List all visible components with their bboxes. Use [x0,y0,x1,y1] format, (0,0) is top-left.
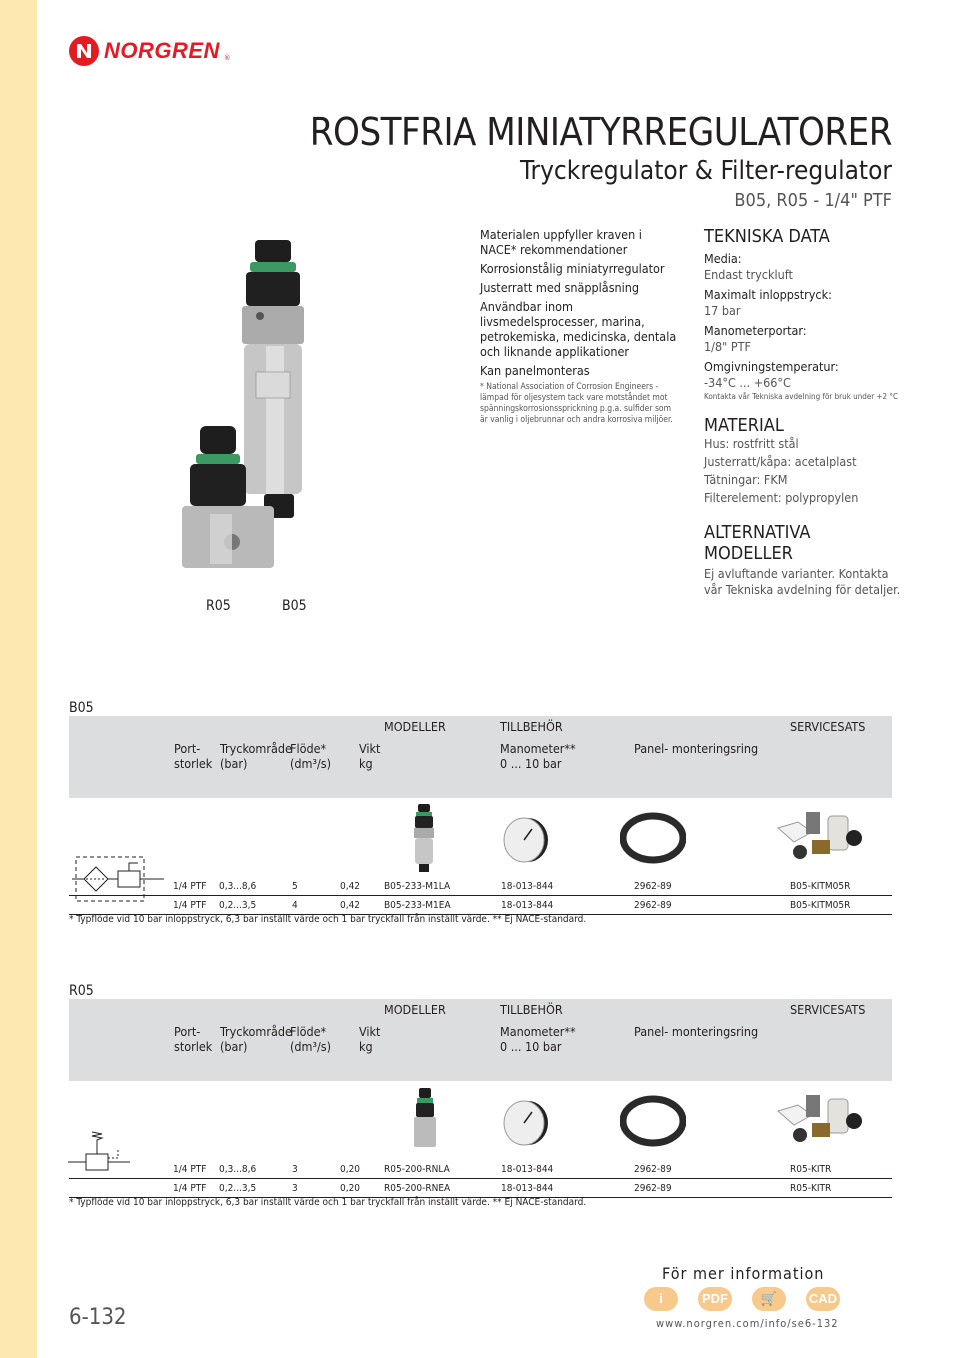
cell-weight: 0,20 [340,1183,361,1194]
pressure-gauge-image [502,815,550,865]
col-range-2: (bar) [220,756,248,771]
cell-flow: 5 [292,881,298,892]
col-flow: Flöde* [290,1024,327,1039]
col-servicesats: SERVICESATS [790,719,866,734]
cell-gauge: 18-013-844 [501,1183,554,1194]
cell-range: 0,3...8,6 [219,1164,257,1175]
table-row [69,1179,892,1198]
table-header-r05 [69,999,892,1081]
technical-data [704,226,904,598]
cell-range: 0,3...8,6 [219,881,257,892]
feature-item: Korrosionstålig miniatyrregulator [480,261,665,276]
media-label: Media: [704,251,742,266]
cell-gauge: 18-013-844 [501,900,554,911]
alternatives-heading: ALTERNATIVA [704,522,811,543]
photo-label-b05: B05 [282,598,307,614]
gauge-port-value: 1/8" PTF [704,339,751,354]
col-panel-ring: Panel- monteringsring [634,1024,759,1039]
brand-registered: ® [223,54,231,62]
col-gauge-2: 0 ... 10 bar [500,1039,562,1054]
pdf-button[interactable]: PDF [698,1287,732,1311]
feature-list [480,227,680,426]
cell-port: 1/4 PTF [173,900,207,911]
material-item: Filterelement: polypropylen [704,490,859,505]
col-port-2: storlek [174,1039,213,1054]
table-footnote-b05: * Typflöde vid 10 bar inloppstryck, 6,3 bar inställt värde och 1 bar tryckfall från inställt värde. ** Ej NACE-standard. [69,914,587,925]
cell-gauge: 18-013-844 [501,1164,554,1175]
alternatives-text: Ej avluftande varianter. Kontakta vår Tekniska avdelning för detaljer. [704,566,901,597]
col-port: Port- [174,741,201,756]
cell-port: 1/4 PTF [173,881,207,892]
panel-ring-image [620,812,686,864]
r05-product-image [412,1088,438,1150]
page-title: ROSTFRIA MINIATYRREGULATORER [309,110,892,154]
service-kit-image [776,808,866,868]
tech-heading: TEKNISKA DATA [704,226,830,247]
col-panel-ring: Panel- monteringsring [634,741,759,756]
table-title-r05: R05 [69,983,94,999]
temperature-value: -34°C ... +66°C [704,375,791,390]
cell-kit: R05-KITR [790,1183,832,1194]
media-value: Endast tryckluft [704,267,793,282]
brand-name: NORGREN [104,38,220,63]
table-footnote-r05: * Typflöde vid 10 bar inloppstryck, 6,3 bar inställt värde och 1 bar tryckfall från inställt värde. ** Ej NACE-standard. [69,1197,587,1208]
cell-kit: R05-KITR [790,1164,832,1175]
pressure-value: 17 bar [704,303,741,318]
cell-kit: B05-KITM05R [790,881,851,892]
material-heading: MATERIAL [704,415,784,436]
alternatives-heading-2: MODELLER [704,543,793,564]
col-port: Port- [174,1024,201,1039]
feature-item: Justerratt med snäpplåsning [480,280,640,295]
table-row [69,877,892,896]
col-weight-2: kg [359,1039,373,1054]
cell-ring: 2962-89 [634,1183,672,1194]
table-row [69,896,892,915]
col-modeller: MODELLER [384,719,446,734]
temperature-note: Kontakta vår Tekniska avdelning för bruk under +2 °C [704,392,899,401]
col-servicesats: SERVICESATS [790,1002,866,1017]
photo-label-r05: R05 [206,598,231,614]
col-range: Tryckområde [220,1024,292,1039]
cell-ring: 2962-89 [634,1164,672,1175]
cell-weight: 0,42 [340,881,361,892]
info-button[interactable]: i [644,1287,678,1311]
material-item: Hus: rostfritt stål [704,436,799,451]
col-tillbehor: TILLBEHÖR [500,719,563,734]
norgren-emblem-icon [68,35,100,67]
norgren-logo [68,34,230,68]
feature-item: Användbar inom livsmedelsprocesser, marina, petrokemiska, medicinska, dentala och liknande applikationer [480,299,677,359]
cell-weight: 0,42 [340,900,361,911]
more-info-title: För mer information [662,1264,825,1283]
col-range: Tryckområde [220,741,292,756]
pressure-gauge-image [502,1098,550,1148]
page-subtitle: Tryckregulator & Filter-regulator [520,156,892,186]
cell-ring: 2962-89 [634,881,672,892]
cell-gauge: 18-013-844 [501,881,554,892]
cell-range: 0,2...3,5 [219,1183,257,1194]
gauge-port-label: Manometerportar: [704,323,807,338]
cell-weight: 0,20 [340,1164,361,1175]
col-gauge: Manometer** [500,1024,576,1039]
material-item: Justerratt/kåpa: acetalplast [704,454,857,469]
col-gauge: Manometer** [500,741,576,756]
col-tillbehor: TILLBEHÖR [500,1002,563,1017]
cell-model: R05-200-RNLA [384,1164,450,1175]
product-photo [170,230,360,590]
col-flow: Flöde* [290,741,327,756]
col-weight: Vikt [359,741,381,756]
cell-port: 1/4 PTF [173,1164,207,1175]
col-flow-2: (dm³/s) [290,756,332,771]
cell-model: B05-233-M1EA [384,900,451,911]
feature-footnote: * National Association of Corrosion Engineers - lämpad för oljesystem tack vare motståndet mot spänningskorrosionssprickning p.g.a. sulfider som är vanlig i oljebrunnar och andra korrosiva miljöer. [480,382,673,425]
feature-item: Kan panelmonteras [480,363,590,378]
col-port-2: storlek [174,756,213,771]
panel-ring-image [620,1095,686,1147]
cad-button[interactable]: CAD [806,1287,840,1311]
table-row [69,1160,892,1179]
cell-flow: 4 [292,900,298,911]
cart-button[interactable]: 🛒 [752,1287,786,1311]
page-number: 6-132 [69,1305,127,1330]
cell-flow: 3 [292,1164,298,1175]
col-weight-2: kg [359,756,373,771]
cell-range: 0,2...3,5 [219,900,257,911]
col-range-2: (bar) [220,1039,248,1054]
table-title-b05: B05 [69,700,94,716]
cell-port: 1/4 PTF [173,1183,207,1194]
cell-flow: 3 [292,1183,298,1194]
service-kit-image [776,1091,866,1151]
pressure-label: Maximalt inloppstryck: [704,287,832,302]
cell-model: B05-233-M1LA [384,881,451,892]
col-gauge-2: 0 ... 10 bar [500,756,562,771]
feature-item: Materialen uppfyller kraven i NACE* rekommendationer [480,227,642,257]
material-item: Tätningar: FKM [704,472,788,487]
cell-ring: 2962-89 [634,900,672,911]
temperature-label: Omgivningstemperatur: [704,359,839,374]
cell-kit: B05-KITM05R [790,900,851,911]
info-url[interactable]: www.norgren.com/info/se6-132 [656,1317,839,1330]
b05-product-image [410,804,438,872]
table-header-b05 [69,716,892,798]
col-flow-2: (dm³/s) [290,1039,332,1054]
col-weight: Vikt [359,1024,381,1039]
product-code: B05, R05 - 1/4" PTF [734,190,892,211]
col-modeller: MODELLER [384,1002,446,1017]
cell-model: R05-200-RNEA [384,1183,451,1194]
